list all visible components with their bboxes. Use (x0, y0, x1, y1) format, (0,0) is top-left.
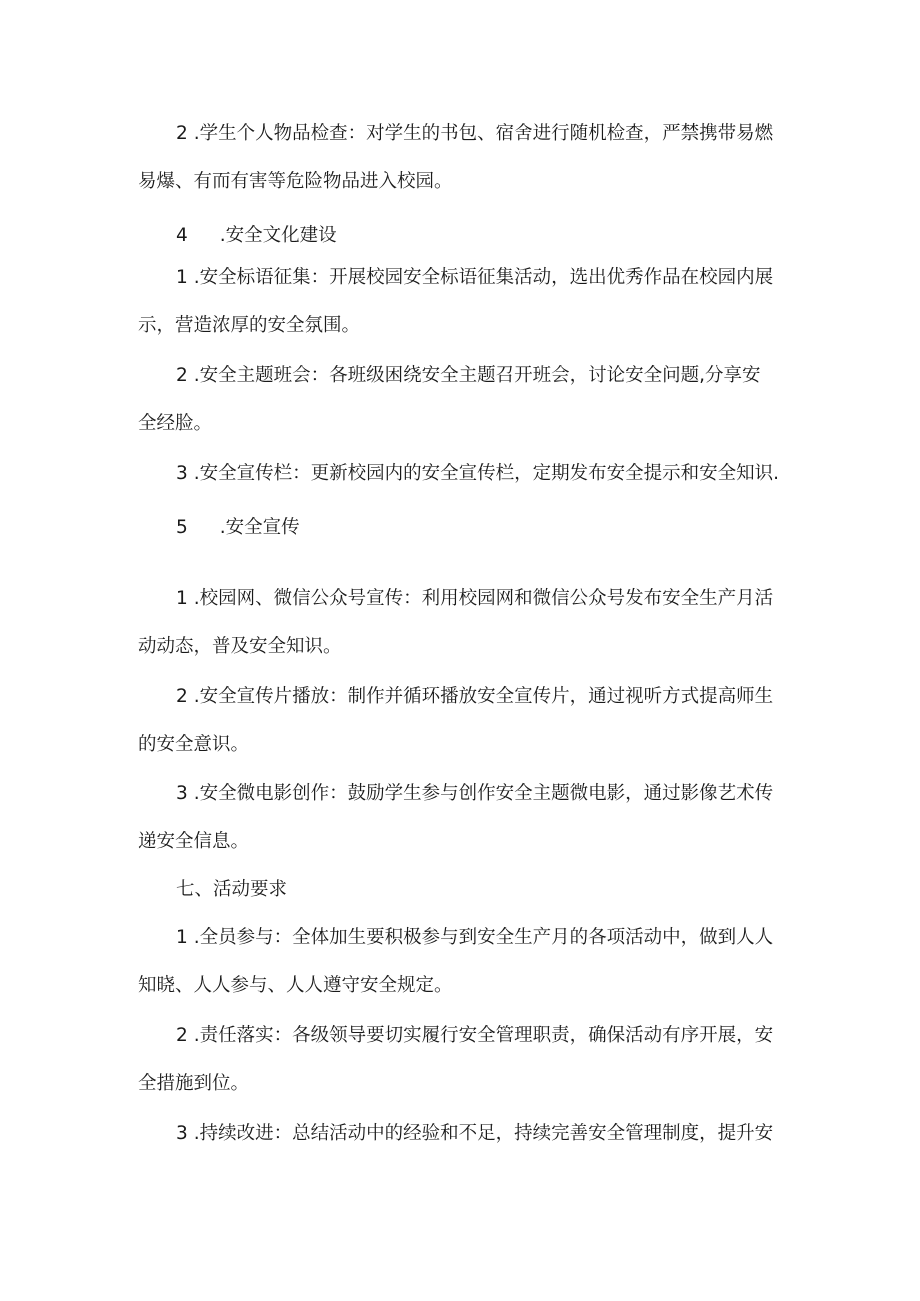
paragraph-line (176, 266, 773, 290)
paragraph-line (176, 1122, 773, 1146)
section-heading (176, 224, 337, 248)
section-heading: 七、活动要求 (176, 879, 288, 900)
item-number: 2 (176, 365, 188, 386)
paragraph-line (176, 1024, 773, 1048)
paragraph-text: .校园网、微信公众号宣传：利用校园网和微信公众号发布安全生产月活 (193, 588, 774, 609)
section-number: 4 (176, 225, 188, 246)
item-number: 2 (176, 123, 188, 144)
section-number: 5 (176, 517, 188, 538)
paragraph-continuation: 全措施到位。 (138, 1073, 250, 1094)
paragraph-text: .责任落实：各级领导要切实履行安全管理职责，确保活动有序开展，安 (193, 1025, 774, 1046)
paragraph-line (176, 462, 779, 486)
item-number: 1 (176, 588, 188, 609)
paragraph-text: .学生个人物品检查：对学生的书包、宿舍进行随机检查，严禁携带易燃 (193, 123, 774, 144)
item-number: 3 (176, 463, 188, 484)
paragraph-continuation: 的安全意识。 (138, 734, 250, 755)
item-number: 3 (176, 1123, 188, 1144)
paragraph-continuation: 动动态，普及安全知识。 (138, 636, 342, 657)
paragraph-text: .安全主题班会：各班级困绕安全主题召开班会，讨论安全问题,分享安 (193, 365, 761, 386)
paragraph-continuation: 知晓、人人参与、人人遵守安全规定。 (138, 975, 453, 996)
paragraph-line (176, 926, 773, 950)
item-number: 3 (176, 783, 188, 804)
paragraph-line (176, 122, 773, 146)
paragraph-line (176, 364, 761, 388)
item-number: 2 (176, 1025, 188, 1046)
section-heading (176, 516, 300, 540)
item-number: 1 (176, 927, 188, 948)
paragraph-text: .全员参与：全体加生要积极参与到安全生产月的各项活动中，做到人人 (193, 927, 774, 948)
paragraph-text: .持续改进：总结活动中的经验和不足，持续完善安全管理制度，提升安 (193, 1123, 774, 1144)
item-number: 1 (176, 267, 188, 288)
item-number: 2 (176, 686, 188, 707)
paragraph-text: .安全宣传栏：更新校园内的安全宣传栏，定期发布安全提示和安全知识. (193, 463, 780, 484)
paragraph-line (176, 782, 773, 806)
paragraph-text: .安全标语征集：开展校园安全标语征集活动，选出优秀作品在校园内展 (193, 267, 774, 288)
paragraph-continuation: 易爆、有而有害等危险物品进入校园。 (138, 171, 453, 192)
section-title: .安全宣传 (219, 517, 300, 538)
paragraph-continuation: 全经脸。 (138, 413, 213, 434)
paragraph-line (176, 685, 773, 709)
paragraph-continuation: 示，营造浓厚的安全氛围。 (138, 315, 361, 336)
paragraph-line (176, 587, 773, 611)
section-title: .安全文化建设 (219, 225, 337, 246)
paragraph-text: .安全宣传片播放：制作并循环播放安全宣传片，通过视听方式提高师生 (193, 686, 774, 707)
paragraph-continuation: 递安全信息。 (138, 831, 250, 852)
paragraph-text: .安全微电影创作：鼓励学生参与创作安全主题微电影，通过影像艺术传 (193, 783, 774, 804)
